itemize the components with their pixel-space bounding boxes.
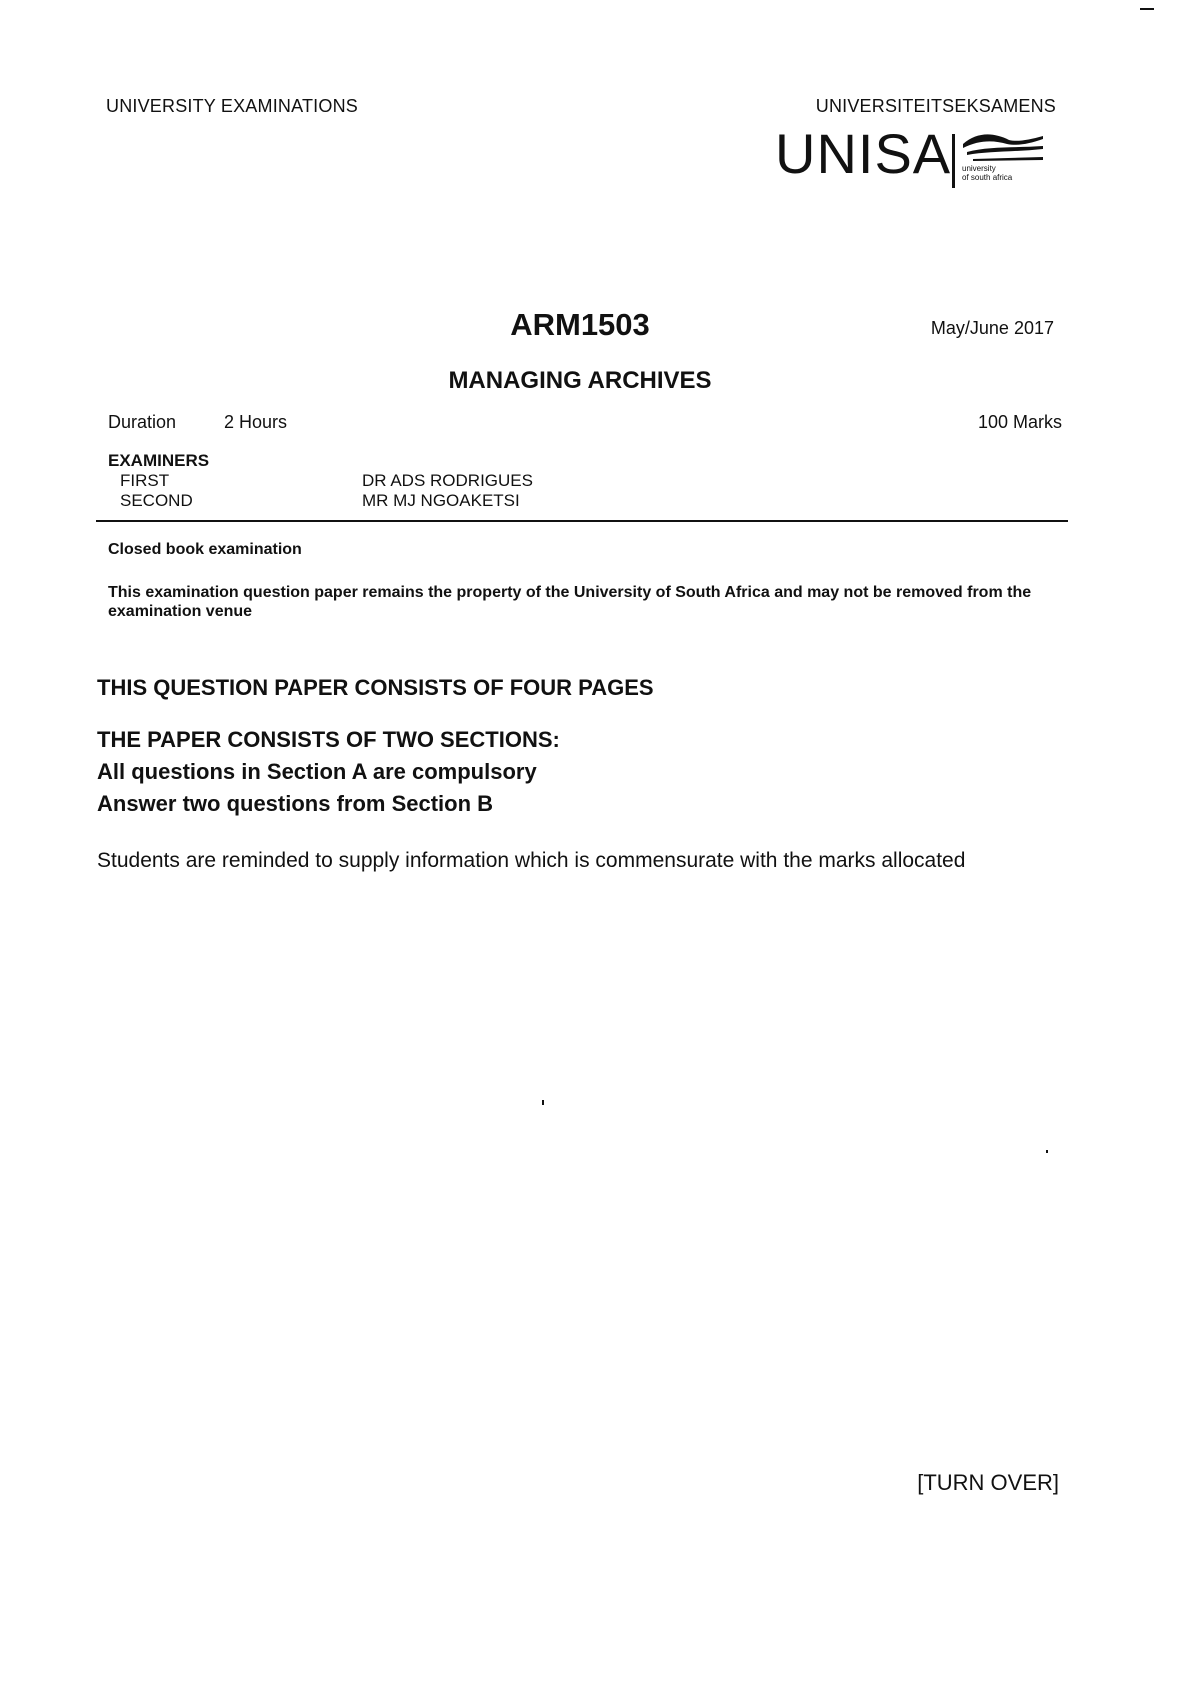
sections-title: THE PAPER CONSISTS OF TWO SECTIONS:: [97, 727, 560, 752]
reminder-text: Students are reminded to supply information which is commensurate with the marks allocated: [97, 849, 966, 872]
section-b-instruction: Answer two questions from Section B: [97, 791, 494, 816]
exam-code: ARM1503: [510, 307, 650, 342]
header-divider: [96, 520, 1068, 522]
exam-session: May/June 2017: [930, 318, 1054, 338]
pages-instruction: THIS QUESTION PAPER CONSISTS OF FOUR PAGES: [97, 675, 654, 700]
examiners-heading: EXAMINERS: [108, 451, 210, 470]
second-examiner-role: SECOND: [120, 491, 193, 510]
unisa-logo: [775, 122, 1045, 192]
duration-label: Duration: [108, 412, 177, 432]
turn-over-label: [TURN OVER]: [917, 1470, 1059, 1495]
scan-mark: [1140, 8, 1154, 10]
header-left: UNIVERSITY EXAMINATIONS: [106, 96, 358, 116]
logo-divider: [952, 134, 955, 188]
section-a-instruction: All questions in Section A are compulsory: [97, 759, 537, 784]
second-examiner-name: MR MJ NGOAKETSI: [362, 491, 520, 510]
scan-mark: [542, 1100, 544, 1105]
header-right: UNIVERSITEITSEKSAMENS: [815, 96, 1056, 116]
unisa-bird-logo-icon: [959, 130, 1045, 164]
first-examiner-name: DR ADS RODRIGUES: [362, 471, 533, 490]
logo-sub-line2: of south africa: [962, 173, 1013, 182]
property-note: This examination question paper remains the property of the University of South Africa and may not be removed from the examination venue: [108, 584, 1032, 620]
sections-instructions: [97, 724, 560, 820]
logo-subtext: [962, 164, 1012, 182]
logo-wordmark: UNISA: [775, 122, 952, 185]
first-examiner-role: FIRST: [120, 471, 170, 490]
course-title: MANAGING ARCHIVES: [448, 367, 712, 394]
scan-mark: [1046, 1150, 1048, 1153]
duration-value: 2 Hours: [224, 412, 288, 432]
logo-sub-line1: university: [962, 164, 996, 173]
total-marks: 100 Marks: [977, 412, 1062, 432]
closed-book-note: Closed book examination: [108, 541, 302, 558]
